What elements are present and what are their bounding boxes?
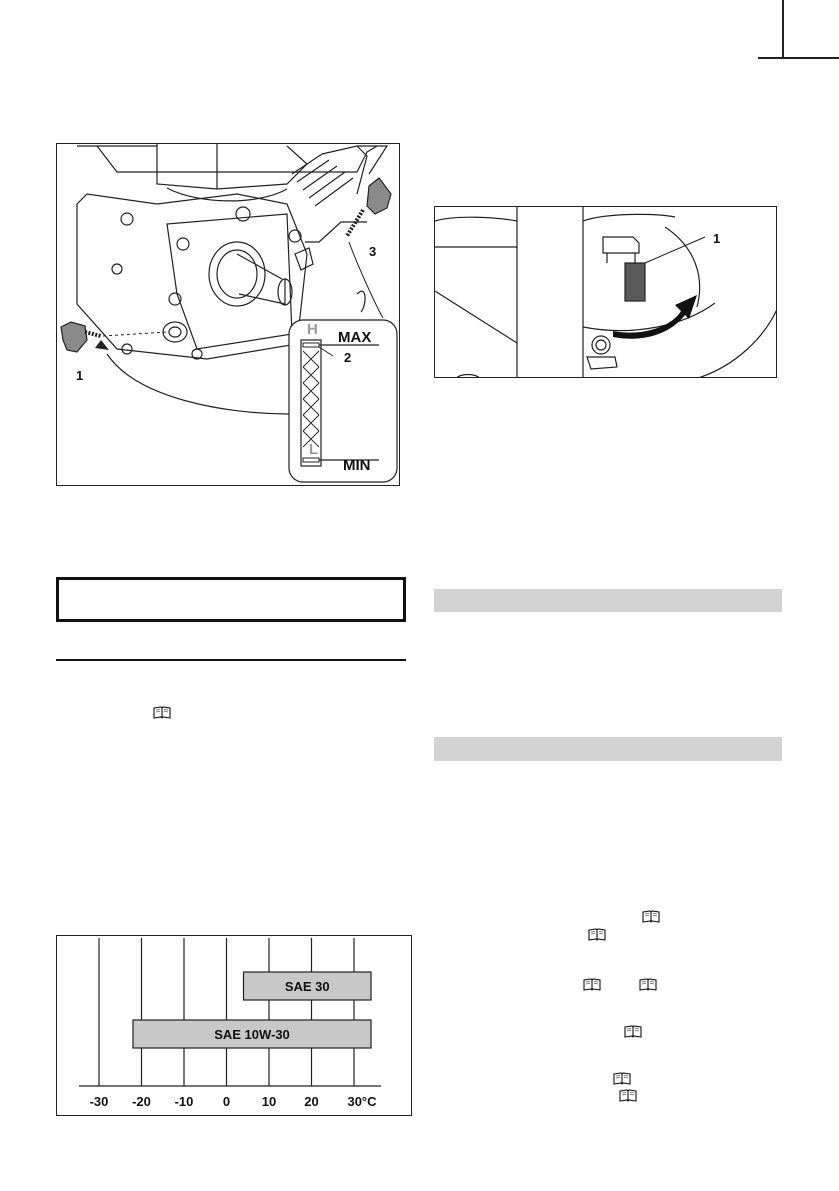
callout-1: 1 xyxy=(76,368,84,383)
x-tick-label: -30 xyxy=(89,1094,109,1109)
book-icon xyxy=(153,706,171,719)
x-tick-label: -10 xyxy=(174,1094,194,1109)
bar-label: SAE 10W-30 xyxy=(214,1027,290,1042)
book-icon xyxy=(639,978,657,991)
x-tick-label: 30°C xyxy=(347,1094,377,1109)
filler-plug xyxy=(347,178,391,236)
gauge-low-letter: L xyxy=(309,441,319,458)
section-heading-band xyxy=(434,737,782,761)
bar-label: SAE 30 xyxy=(284,979,330,994)
switch-figure xyxy=(434,206,777,378)
dipstick-handle xyxy=(61,322,167,352)
callout-1: 1 xyxy=(713,231,721,246)
crop-mark xyxy=(782,0,784,58)
gauge-high-letter: H xyxy=(307,321,318,338)
x-tick-label: 10 xyxy=(261,1094,277,1109)
gauge-min-label: MIN xyxy=(343,457,371,474)
notice-box xyxy=(56,577,406,622)
book-icon xyxy=(642,910,660,923)
gauge-max-label: MAX xyxy=(338,329,372,346)
switch-illustration xyxy=(435,207,777,378)
x-tick-label: 20 xyxy=(304,1094,319,1109)
x-tick-label: -20 xyxy=(132,1094,151,1109)
section-heading-band xyxy=(434,589,782,612)
book-icon xyxy=(613,1072,631,1085)
crop-mark xyxy=(758,57,839,59)
book-icon xyxy=(583,978,601,991)
engine-oil-figure xyxy=(56,143,400,486)
chart-canvas xyxy=(57,936,412,1116)
book-icon xyxy=(619,1089,637,1102)
book-icon xyxy=(588,928,606,941)
x-tick-label: 0 xyxy=(222,1094,231,1109)
section-rule xyxy=(56,659,406,661)
oil-viscosity-chart xyxy=(56,935,412,1116)
callout-3: 3 xyxy=(369,244,377,259)
engine-illustration xyxy=(57,144,400,486)
switch-lever xyxy=(625,263,645,301)
callout-2: 2 xyxy=(344,350,352,365)
book-icon xyxy=(624,1025,642,1038)
